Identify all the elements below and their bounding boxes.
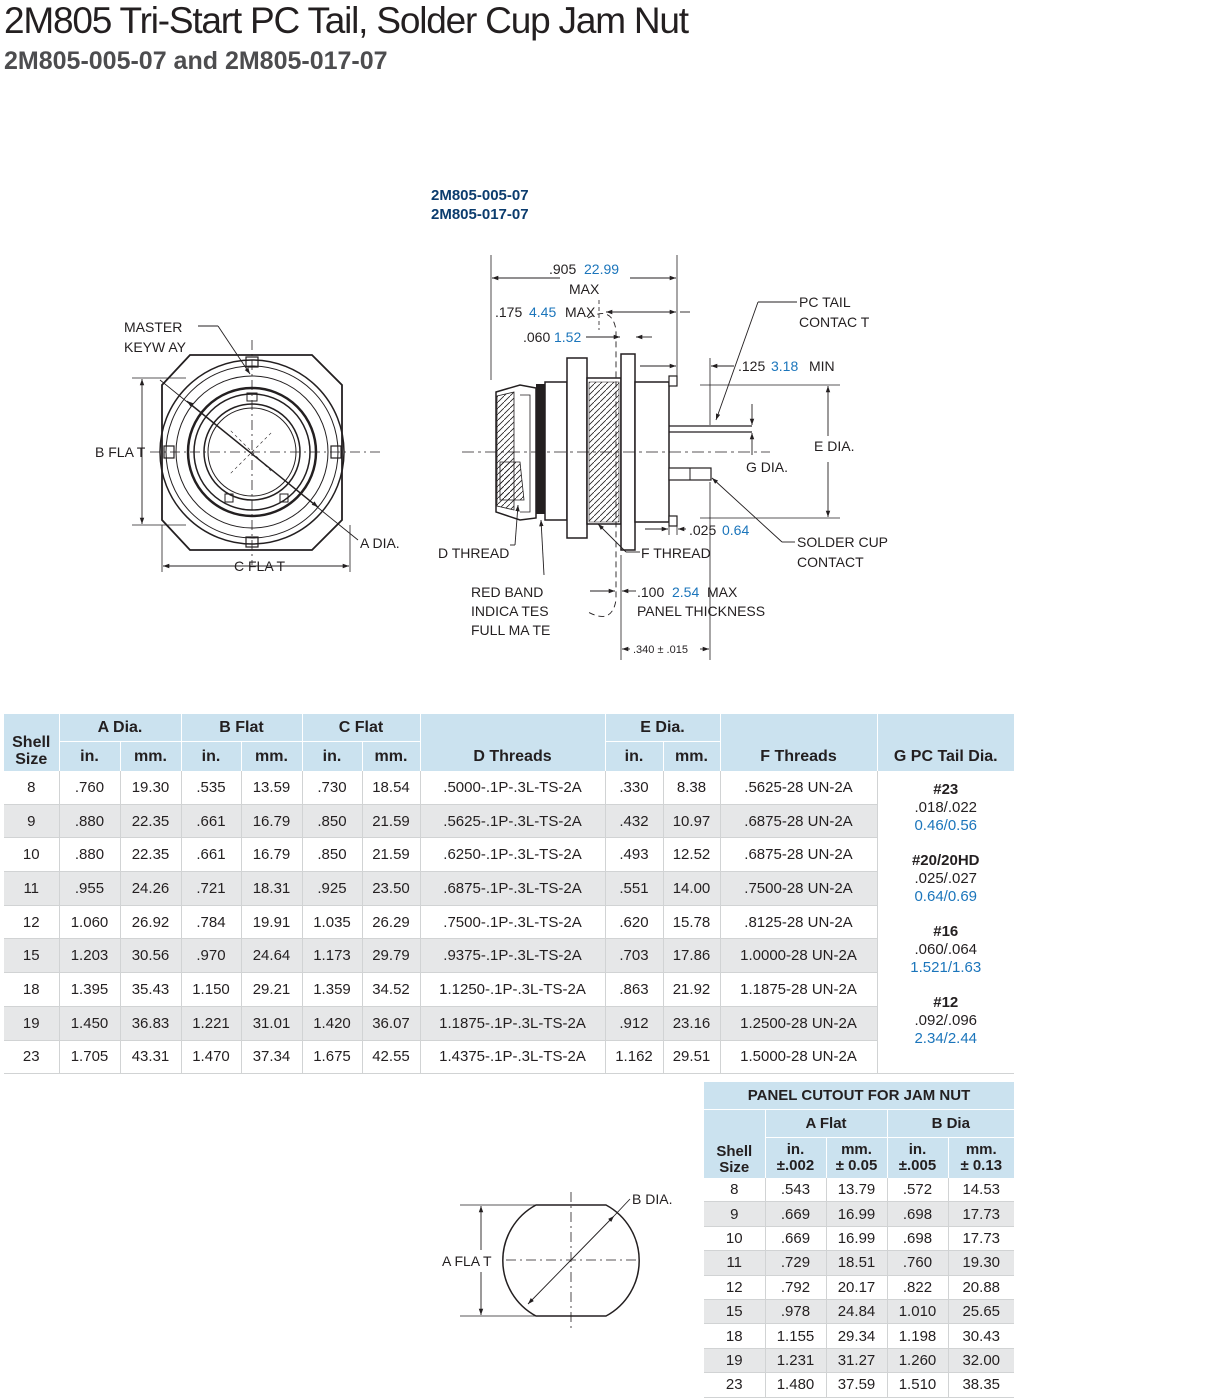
dim-175-mm: 4.45 [529, 304, 557, 320]
dim-905-in: .905 [549, 261, 577, 277]
panel-table-cell: .760 [887, 1251, 948, 1275]
e-mm-header: mm. [663, 742, 720, 772]
table-cell: 21.92 [663, 973, 720, 1007]
table-cell: 22.35 [120, 838, 181, 872]
e-dia-label: E DIA. [814, 438, 855, 454]
table-cell: 29.79 [362, 939, 420, 973]
red-band [536, 384, 545, 514]
panel-table-row [704, 1178, 1014, 1202]
table-cell: .432 [605, 804, 663, 838]
panel-table-row [704, 1299, 1014, 1323]
a-dia-header: A Dia. [59, 714, 181, 742]
shell-header-line1: Shell [12, 734, 51, 751]
panel-table-cell: 10 [725, 1229, 743, 1247]
table-cell: .850 [302, 838, 362, 872]
table-cell: 18.54 [362, 771, 420, 804]
table-cell: 36.07 [362, 1006, 420, 1040]
panel-a-in-2: ±.002 [776, 1157, 815, 1174]
e-dia-header: E Dia. [605, 714, 720, 742]
g-tail-group [878, 923, 1015, 977]
table-cell: .5000-.1P-.3L-TS-2A [420, 771, 605, 804]
table-cell: 12.52 [663, 838, 720, 872]
g-tail-group [878, 852, 1015, 906]
dim-175-max: MAX [565, 304, 596, 320]
g-dia-label: G DIA. [746, 459, 789, 475]
table-cell: 24.26 [120, 872, 181, 906]
panel-shell-line2: Size [719, 1159, 750, 1176]
table-cell: .970 [181, 939, 241, 973]
table-cell: 1.150 [181, 973, 241, 1007]
table-cell: 23.16 [663, 1006, 720, 1040]
dim-025-mm: 0.64 [722, 522, 750, 538]
pc-tail-label-1: PC TAIL [799, 294, 851, 310]
table-cell: 31.01 [241, 1006, 302, 1040]
d-thread-label: D THREAD [438, 545, 510, 561]
panel-table-cell: 24.84 [826, 1299, 887, 1323]
panel-table-cell: .669 [765, 1202, 826, 1226]
table-row [4, 973, 1014, 1007]
c-mm-header: mm. [362, 742, 420, 772]
panel-table-cell: 38.35 [948, 1373, 1014, 1397]
g-tail-mm: 0.46/0.56 [914, 817, 978, 834]
panel-table-cell: 1.510 [887, 1373, 948, 1397]
g-tail-mm: 2.34/2.44 [914, 1030, 978, 1047]
table-cell: .7500-28 UN-2A [720, 872, 877, 906]
panel-a-in-1: in. [786, 1141, 805, 1158]
panel-b-in-header [887, 1138, 948, 1179]
table-cell: .880 [59, 838, 120, 872]
table-cell: 43.31 [120, 1040, 181, 1074]
table-cell: 13.59 [241, 771, 302, 804]
b-flat-label: B FLA T [95, 444, 146, 460]
panel-b-in-1: in. [908, 1141, 927, 1158]
f-thread-label: F THREAD [641, 545, 711, 561]
panel-shell-line1: Shell [716, 1143, 753, 1160]
panel-b-in-2: ±.005 [898, 1157, 937, 1174]
table-cell: 1.162 [605, 1040, 663, 1074]
table-cell: 1.5000-28 UN-2A [720, 1040, 877, 1074]
g-tail-mm: 0.64/0.69 [914, 888, 978, 905]
dim-905-mm: 22.99 [584, 261, 620, 277]
panel-table-cell: .698 [887, 1226, 948, 1250]
panel-table-cell: 32.00 [948, 1348, 1014, 1372]
table-cell: .6250-.1P-.3L-TS-2A [420, 838, 605, 872]
table-cell: .535 [181, 771, 241, 804]
dim-175-in: .175 [495, 304, 523, 320]
panel-table-cell: 13.79 [826, 1178, 887, 1202]
panel-table-row [704, 1202, 1014, 1226]
table-cell: 19.30 [120, 771, 181, 804]
g-tail-group [878, 781, 1015, 835]
table-cell: 22.35 [120, 804, 181, 838]
table-cell: 19.91 [241, 905, 302, 939]
table-cell: .850 [302, 804, 362, 838]
table-cell: 23.50 [362, 872, 420, 906]
panel-table-cell: 19.30 [948, 1251, 1014, 1275]
table-cell: 1.359 [302, 973, 362, 1007]
cutout-b-dia-label: B DIA. [632, 1191, 673, 1207]
panel-a-flat-header: A Flat [765, 1110, 887, 1138]
panel-a-mm-2: ± 0.05 [835, 1157, 878, 1174]
table-cell: 29.51 [663, 1040, 720, 1074]
table-cell: .880 [59, 804, 120, 838]
panel-table-cell: .792 [765, 1275, 826, 1299]
panel-table-cell: 19 [704, 1348, 765, 1372]
table-cell: 1.1875-.1P-.3L-TS-2A [420, 1006, 605, 1040]
d-threads-header: D Threads [420, 714, 605, 771]
g-tail-name: #23 [933, 781, 959, 798]
table-cell: 18.31 [241, 872, 302, 906]
table-cell: .9375-.1P-.3L-TS-2A [420, 939, 605, 973]
panel-table-row [704, 1373, 1014, 1397]
table-cell: 14.00 [663, 872, 720, 906]
g-tail-mm: 1.521/1.63 [910, 959, 982, 976]
panel-table-cell: 1.198 [887, 1324, 948, 1348]
panel-table-cell: 8 [730, 1181, 739, 1199]
table-row [4, 1006, 1014, 1040]
table-cell: .330 [605, 771, 663, 804]
table-cell: 26.92 [120, 905, 181, 939]
table-cell: 15.78 [663, 905, 720, 939]
dim-125-min: MIN [809, 358, 835, 374]
panel-b-mm-header [948, 1138, 1014, 1179]
table-row [4, 771, 1014, 804]
table-cell: 10 [22, 846, 40, 864]
table-cell: 24.64 [241, 939, 302, 973]
dim-125-in: .125 [738, 358, 766, 374]
panel-a-mm-header [826, 1138, 887, 1179]
table-cell: 36.83 [120, 1006, 181, 1040]
dim-905-max: MAX [569, 281, 600, 297]
a-in-header: in. [59, 742, 120, 772]
panel-table-row [704, 1275, 1014, 1299]
table-cell: 1.221 [181, 1006, 241, 1040]
front-view [132, 326, 380, 572]
dimension-table [4, 714, 1014, 1074]
table-cell: .703 [605, 939, 663, 973]
table-cell: .912 [605, 1006, 663, 1040]
table-cell: 21.59 [362, 838, 420, 872]
table-cell: .784 [181, 905, 241, 939]
panel-a-in-header [765, 1138, 826, 1179]
table-cell: 1.450 [59, 1006, 120, 1040]
table-cell: 8.38 [663, 771, 720, 804]
panel-table-cell: 37.59 [826, 1373, 887, 1397]
table-cell: 37.34 [241, 1040, 302, 1074]
table-cell: 1.470 [181, 1040, 241, 1074]
table-cell: .5625-.1P-.3L-TS-2A [420, 804, 605, 838]
solder-cup-label-1: SOLDER CUP [797, 534, 889, 550]
panel-table-cell: .572 [887, 1178, 948, 1202]
table-cell: 23 [22, 1048, 40, 1066]
panel-table-cell: 14.53 [948, 1178, 1014, 1202]
table-cell: 1.420 [302, 1006, 362, 1040]
panel-table-cell: 17.73 [948, 1226, 1014, 1250]
table-cell: 10.97 [663, 804, 720, 838]
table-cell: .7500-.1P-.3L-TS-2A [420, 905, 605, 939]
table-cell: 21.59 [362, 804, 420, 838]
table-row [4, 905, 1014, 939]
g-tail-name: #12 [933, 994, 959, 1011]
table-cell: 30.56 [120, 939, 181, 973]
part-number-1: 2M805-005-07 [431, 187, 529, 204]
table-row [4, 872, 1014, 906]
panel-table-cell: 1.155 [765, 1324, 826, 1348]
table-cell: 15 [4, 939, 59, 973]
panel-table-cell: 15 [704, 1299, 765, 1323]
panel-table-cell: .729 [765, 1251, 826, 1275]
panel-table-cell: 16.99 [826, 1202, 887, 1226]
panel-table-cell: 9 [704, 1202, 765, 1226]
panel-table-cell: 30.43 [948, 1324, 1014, 1348]
table-row [4, 838, 1014, 872]
panel-table-cell: 20.88 [948, 1275, 1014, 1299]
panel-table-row [704, 1226, 1014, 1250]
dim-060-in: .060 [523, 329, 551, 345]
part-number-2: 2M805-017-07 [431, 206, 529, 223]
pc-tail-label-2: CONTAC T [799, 314, 870, 330]
c-flat-header: C Flat [302, 714, 420, 742]
panel-cutout-title: PANEL CUTOUT FOR JAM NUT [704, 1082, 1014, 1110]
table-cell: 1.060 [59, 905, 120, 939]
table-cell: 26.29 [362, 905, 420, 939]
panel-b-mm-1: mm. [965, 1141, 997, 1158]
panel-table-cell: 29.34 [826, 1324, 887, 1348]
panel-table-row [704, 1251, 1014, 1275]
table-cell: .721 [181, 872, 241, 906]
table-cell: .955 [59, 872, 120, 906]
red-band-label-3: FULL MA TE [471, 622, 551, 638]
a-dia-label: A DIA. [360, 535, 400, 551]
page-subtitle: 2M805-005-07 and 2M805-017-07 [4, 47, 388, 75]
panel-table-row [704, 1324, 1014, 1348]
g-tail-name: #16 [933, 923, 959, 940]
f-threads-header: F Threads [720, 714, 877, 771]
g-tail-inch: .060/.064 [914, 941, 978, 958]
panel-table-cell: 1.480 [765, 1373, 826, 1397]
panel-table-cell: 12 [725, 1278, 743, 1296]
dim-100-max: MAX [707, 584, 738, 600]
b-in-header: in. [181, 742, 241, 772]
table-cell: 1.675 [302, 1040, 362, 1074]
c-in-header: in. [302, 742, 362, 772]
table-cell: 16.79 [241, 838, 302, 872]
panel-shell-header [704, 1110, 765, 1179]
panel-table-cell: 1.010 [887, 1299, 948, 1323]
panel-table-cell: 11 [704, 1251, 765, 1275]
table-cell: 1.203 [59, 939, 120, 973]
g-tail-inch: .025/.027 [914, 870, 978, 887]
dim-125-mm: 3.18 [771, 358, 799, 374]
panel-table-cell: 23 [725, 1376, 743, 1394]
table-cell: .760 [59, 771, 120, 804]
solder-cup-label-2: CONTACT [797, 554, 864, 570]
red-band-label-2: INDICA TES [471, 603, 549, 619]
red-band-label-1: RED BAND [471, 584, 544, 600]
a-mm-header: mm. [120, 742, 181, 772]
table-cell: 12 [22, 913, 40, 931]
page-title: 2M805 Tri-Start PC Tail, Solder Cup Jam Nut [4, 0, 688, 41]
table-cell: .925 [302, 872, 362, 906]
table-cell: 35.43 [120, 973, 181, 1007]
panel-thickness-label: PANEL THICKNESS [637, 603, 766, 619]
e-in-header: in. [605, 742, 663, 772]
table-cell: 9 [4, 804, 59, 838]
table-cell: 34.52 [362, 973, 420, 1007]
shell-size-header [4, 714, 59, 771]
master-keyway-label-2: KEYW AY [124, 339, 186, 355]
dim-060-mm: 1.52 [554, 329, 582, 345]
panel-table-cell: 20.17 [826, 1275, 887, 1299]
table-cell: 17.86 [663, 939, 720, 973]
table-cell: 29.21 [241, 973, 302, 1007]
table-cell: .730 [302, 771, 362, 804]
dim-100-in: .100 [637, 584, 665, 600]
table-cell: 8 [27, 778, 36, 796]
table-cell: 1.173 [302, 939, 362, 973]
panel-b-mm-2: ± 0.13 [960, 1157, 1003, 1174]
panel-a-mm-1: mm. [841, 1141, 872, 1158]
panel-table-cell: 1.260 [887, 1348, 948, 1372]
panel-table-cell: 18.51 [826, 1251, 887, 1275]
table-cell: 1.035 [302, 905, 362, 939]
panel-cutout-table [704, 1082, 1014, 1398]
panel-table-cell: .669 [765, 1226, 826, 1250]
table-cell: 42.55 [362, 1040, 420, 1074]
cutout-a-flat-label: A FLA T [442, 1253, 492, 1269]
dim-100-mm: 2.54 [672, 584, 700, 600]
table-cell: .551 [605, 872, 663, 906]
table-row [4, 804, 1014, 838]
table-cell: 1.0000-28 UN-2A [720, 939, 877, 973]
table-cell: .661 [181, 804, 241, 838]
table-cell: 1.705 [59, 1040, 120, 1074]
table-cell: 19 [4, 1006, 59, 1040]
g-tail-name: #20/20HD [911, 852, 980, 869]
g-tail-group [878, 994, 1015, 1048]
panel-table-cell: .978 [765, 1299, 826, 1323]
table-cell: 1.395 [59, 973, 120, 1007]
table-cell: 1.2500-28 UN-2A [720, 1006, 877, 1040]
table-row [4, 939, 1014, 973]
g-tail-inch: .018/.022 [914, 799, 978, 816]
panel-table-cell: .822 [887, 1275, 948, 1299]
dim-025-in: .025 [689, 522, 717, 538]
panel-table-cell: .543 [765, 1178, 826, 1202]
table-cell: .8125-28 UN-2A [720, 905, 877, 939]
table-cell: .5625-28 UN-2A [720, 771, 877, 804]
table-cell: .6875-28 UN-2A [720, 838, 877, 872]
table-cell: .6875-.1P-.3L-TS-2A [420, 872, 605, 906]
table-cell: 16.79 [241, 804, 302, 838]
b-mm-header: mm. [241, 742, 302, 772]
panel-table-cell: .698 [887, 1202, 948, 1226]
table-cell: 1.4375-.1P-.3L-TS-2A [420, 1040, 605, 1074]
table-cell: .863 [605, 973, 663, 1007]
g-tail-cell [877, 771, 1014, 1074]
table-cell: 18 [22, 980, 40, 998]
shell-header-line2: Size [15, 751, 48, 768]
panel-table-cell: 17.73 [948, 1202, 1014, 1226]
panel-b-dia-header: B Dia [887, 1110, 1014, 1138]
table-cell: 1.1875-28 UN-2A [720, 973, 877, 1007]
panel-table-cell: 1.231 [765, 1348, 826, 1372]
master-keyway-label-1: MASTER [124, 319, 183, 335]
dim-340-label: .340 ± .015 [633, 644, 688, 656]
panel-table-cell: 25.65 [948, 1299, 1014, 1323]
g-tail-inch: .092/.096 [914, 1012, 978, 1029]
c-flat-label: C FLA T [234, 558, 286, 574]
panel-table-row [704, 1348, 1014, 1372]
table-cell: .661 [181, 838, 241, 872]
table-cell: .620 [605, 905, 663, 939]
panel-table-cell: 31.27 [826, 1348, 887, 1372]
b-flat-header: B Flat [181, 714, 302, 742]
table-row [4, 1040, 1014, 1074]
table-cell: .493 [605, 838, 663, 872]
panel-table-cell: 16.99 [826, 1226, 887, 1250]
table-cell: .6875-28 UN-2A [720, 804, 877, 838]
table-cell: 1.1250-.1P-.3L-TS-2A [420, 973, 605, 1007]
g-tail-header: G PC Tail Dia. [877, 714, 1014, 771]
panel-table-cell: 18 [725, 1327, 743, 1345]
table-cell: 11 [4, 872, 59, 906]
